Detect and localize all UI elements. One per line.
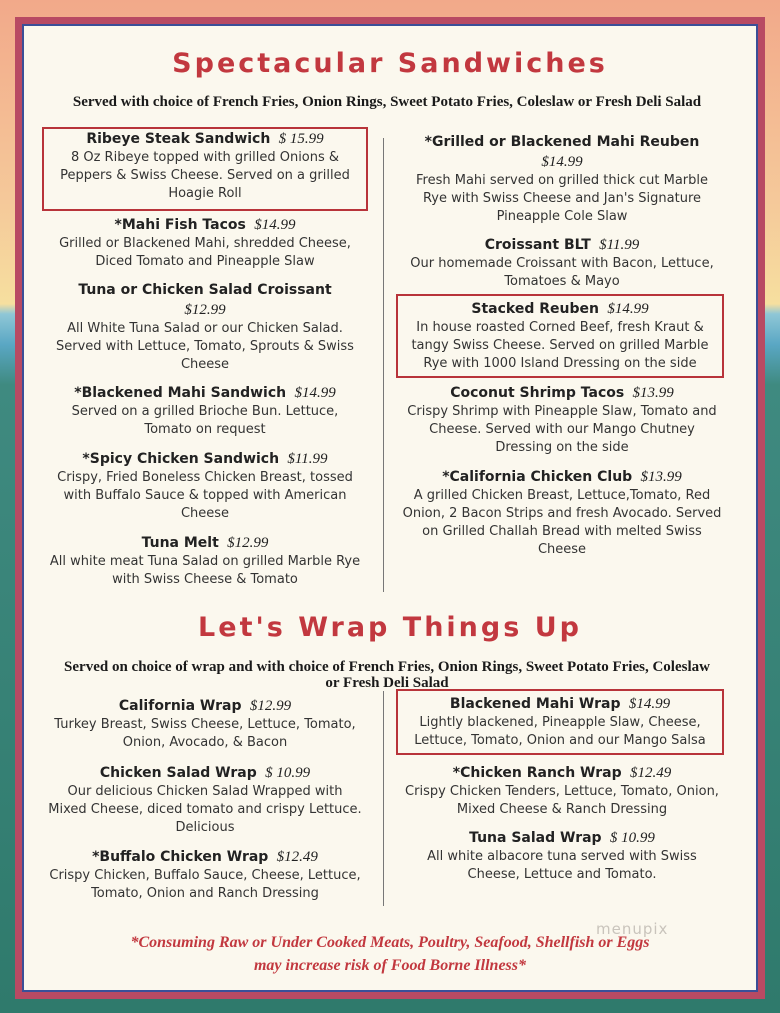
- item-description: All white albacore tuna served with Swiss Cheese, Lettuce and Tomato.: [427, 849, 697, 882]
- sandwiches-title: Spectacular Sandwiches: [172, 48, 608, 79]
- item-description: Our delicious Chicken Salad Wrapped with Mixed Cheese, diced tomato and crispy Lettuce. Delicious: [48, 784, 362, 835]
- menu-item-chicken-ranch-wrap: [402, 763, 722, 819]
- item-description: Fresh Mahi served on grilled thick cut Marble Rye with Swiss Cheese and Jan's Signature Pineapple Cole Slaw: [416, 173, 708, 224]
- item-name: *Mahi Fish Tacos: [114, 217, 246, 233]
- item-price: $ 15.99: [278, 131, 324, 147]
- item-price: $14.99: [254, 217, 296, 233]
- menu-item-buffalo-chicken-wrap: [48, 847, 362, 903]
- item-name: *Grilled or Blackened Mahi Reuben: [424, 134, 700, 150]
- item-price: $12.99: [249, 698, 292, 714]
- item-name: Croissant BLT: [484, 237, 591, 253]
- menu-item-california-wrap: [48, 696, 362, 752]
- item-description: Turkey Breast, Swiss Cheese, Lettuce, Tomato, Onion, Avocado, & Bacon: [54, 717, 356, 750]
- item-description: Crispy Chicken, Buffalo Sauce, Cheese, Lettuce, Tomato, Onion and Ranch Dressing: [49, 868, 361, 901]
- item-price: $ 10.99: [265, 765, 311, 781]
- item-description: 8 Oz Ribeye topped with grilled Onions & Peppers & Swiss Cheese. Served on a grilled Hoagie Roll: [60, 150, 350, 201]
- menu-item-tuna-salad-wrap: [402, 828, 722, 884]
- menu-item-blackened-mahi-wrap: [398, 691, 722, 753]
- wraps-title: Let's Wrap Things Up: [198, 612, 582, 643]
- menu-panel: [22, 24, 758, 992]
- item-name: *Blackened Mahi Sandwich: [74, 385, 287, 401]
- item-description: In house roasted Corned Beef, fresh Kraut & tangy Swiss Cheese. Served on grilled Marble Rye with 1000 Island Dressing on the side: [411, 320, 709, 371]
- menu-item-ribeye-steak-sandwich: [44, 129, 366, 209]
- item-name: Tuna Melt: [141, 535, 219, 551]
- menu-item-blackened-mahi-sandwich: [48, 383, 362, 439]
- menu-item-tuna-melt: [48, 533, 362, 589]
- item-description: Served on a grilled Brioche Bun. Lettuce, Tomato on request: [71, 404, 339, 437]
- item-name: Tuna or Chicken Salad Croissant: [78, 282, 332, 298]
- item-name: Coconut Shrimp Tacos: [450, 385, 625, 401]
- item-name: Chicken Salad Wrap: [99, 765, 257, 781]
- item-price: $12.49: [629, 765, 672, 781]
- item-name: Tuna Salad Wrap: [469, 830, 602, 846]
- item-description: A grilled Chicken Breast, Lettuce,Tomato, Red Onion, 2 Bacon Strips and fresh Avocado. Served on Grilled Challah Bread with melted Swiss Cheese: [402, 488, 722, 557]
- menu-item-california-chicken-club: [402, 467, 722, 559]
- item-name: *Chicken Ranch Wrap: [452, 765, 622, 781]
- item-description: All White Tuna Salad or our Chicken Salad. Served with Lettuce, Tomato, Sprouts & Swiss Cheese: [56, 321, 354, 372]
- menu-frame: [15, 17, 765, 999]
- item-name: *Spicy Chicken Sandwich: [82, 451, 280, 467]
- item-price: $13.99: [632, 385, 674, 401]
- item-description: All white meat Tuna Salad on grilled Marble Rye with Swiss Cheese & Tomato: [49, 554, 361, 587]
- item-price: $14.99: [541, 154, 583, 170]
- item-price: $13.99: [640, 469, 682, 485]
- item-description: Grilled or Blackened Mahi, shredded Cheese, Diced Tomato and Pineapple Slaw: [59, 236, 351, 269]
- item-name: *Buffalo Chicken Wrap: [92, 849, 269, 865]
- menu-item-coconut-shrimp-tacos: [402, 383, 722, 457]
- item-name: Blackened Mahi Wrap: [449, 696, 621, 712]
- menu-item-croissant-blt: [402, 235, 722, 291]
- wraps-divider: [383, 691, 384, 906]
- item-description: Lightly blackened, Pineapple Slaw, Cheese, Lettuce, Tomato, Onion and our Mango Salsa: [414, 715, 706, 748]
- item-description: Crispy Shrimp with Pineapple Slaw, Tomato and Cheese. Served with our Mango Chutney Dressing on the side: [407, 404, 717, 455]
- item-description: Our homemade Croissant with Bacon, Lettuce, Tomatoes & Mayo: [410, 256, 714, 289]
- item-name: *California Chicken Club: [442, 469, 633, 485]
- watermark: menupix: [596, 920, 669, 938]
- sandwiches-divider: [383, 138, 384, 592]
- menu-item-mahi-fish-tacos: [48, 215, 362, 271]
- item-price: $ 10.99: [609, 830, 655, 846]
- item-price: $12.49: [276, 849, 318, 865]
- item-description: Crispy Chicken Tenders, Lettuce, Tomato, Onion, Mixed Cheese & Ranch Dressing: [405, 784, 719, 817]
- item-price: $14.99: [628, 696, 671, 712]
- sandwiches-subtitle: Served with choice of French Fries, Onion Rings, Sweet Potato Fries, Coleslaw or Fresh Deli Salad: [72, 94, 702, 110]
- item-name: Ribeye Steak Sandwich: [86, 131, 271, 147]
- disclaimer-line-2: may increase risk of Food Borne Illness*: [253, 957, 526, 974]
- menu-item-spicy-chicken-sandwich: [48, 449, 362, 523]
- wraps-subtitle: Served on choice of wrap and with choice of French Fries, Onion Rings, Sweet Potato Fries, Coleslaw or Fresh Deli Salad: [64, 659, 710, 691]
- item-price: $12.99: [227, 535, 269, 551]
- item-name: California Wrap: [118, 698, 242, 714]
- menu-item-chicken-salad-wrap: [48, 763, 362, 837]
- item-price: $12.99: [184, 302, 226, 318]
- menu-item-mahi-reuben: [402, 132, 722, 226]
- item-price: $14.99: [607, 301, 649, 317]
- item-name: Stacked Reuben: [471, 301, 599, 317]
- menu-item-tuna-chicken-croissant: [48, 280, 362, 374]
- disclaimer-line-1: *Consuming Raw or Under Cooked Meats, Poultry, Seafood, Shellfish or Eggs: [130, 934, 650, 951]
- item-price: $11.99: [287, 451, 328, 467]
- item-price: $14.99: [294, 385, 336, 401]
- menu-item-stacked-reuben: [398, 296, 722, 376]
- item-price: $11.99: [599, 237, 640, 253]
- item-description: Crispy, Fried Boneless Chicken Breast, tossed with Buffalo Sauce & topped with American Cheese: [57, 470, 353, 521]
